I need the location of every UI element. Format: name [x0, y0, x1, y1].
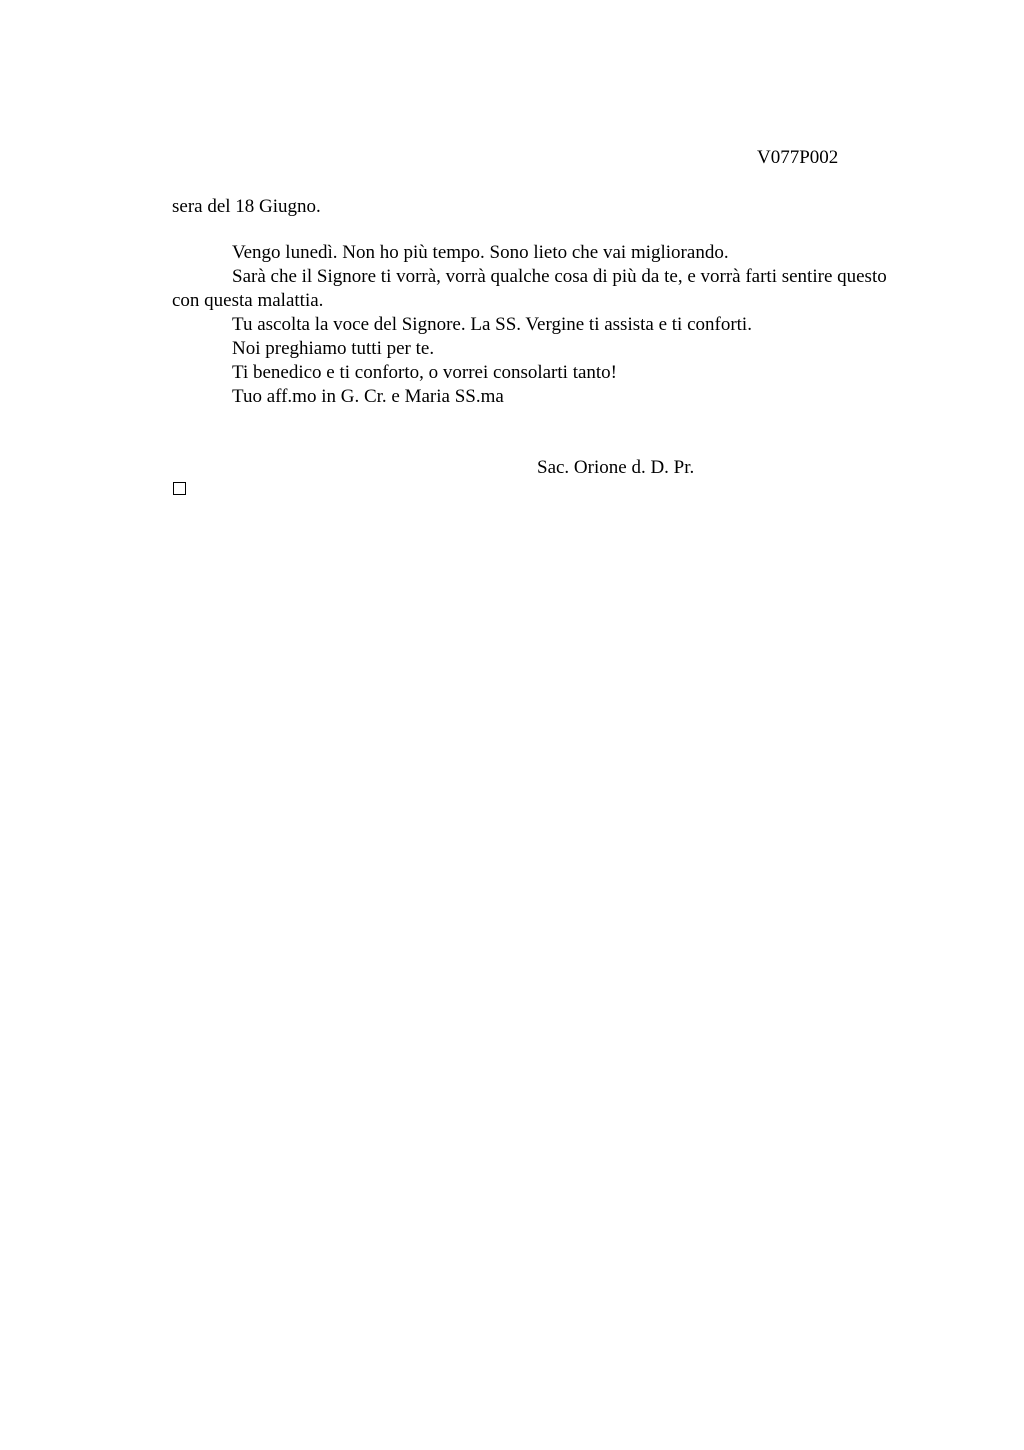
page-identifier: V077P002 [757, 147, 839, 168]
letter-body [172, 241, 892, 409]
signature: Sac. Orione d. D. Pr. [537, 457, 695, 478]
square-outline-icon [173, 482, 186, 495]
date-line: sera del 18 Giugno. [172, 196, 321, 217]
paragraph: Noi preghiamo tutti per te. [232, 338, 435, 359]
paragraph: Tu ascolta la voce del Signore. La SS. Vergine ti assista e ti conforti. [232, 314, 752, 335]
paragraph: Sarà che il Signore ti vorrà, vorrà qualche cosa di più da te, e vorrà farti sentire questo con questa malattia. [172, 266, 887, 311]
closing-line: Tuo aff.mo in G. Cr. e Maria SS.ma [232, 386, 504, 407]
paragraph: Vengo lunedì. Non ho più tempo. Sono lieto che vai migliorando. [232, 242, 729, 263]
paragraph: Ti benedico e ti conforto, o vorrei consolarti tanto! [232, 362, 618, 383]
